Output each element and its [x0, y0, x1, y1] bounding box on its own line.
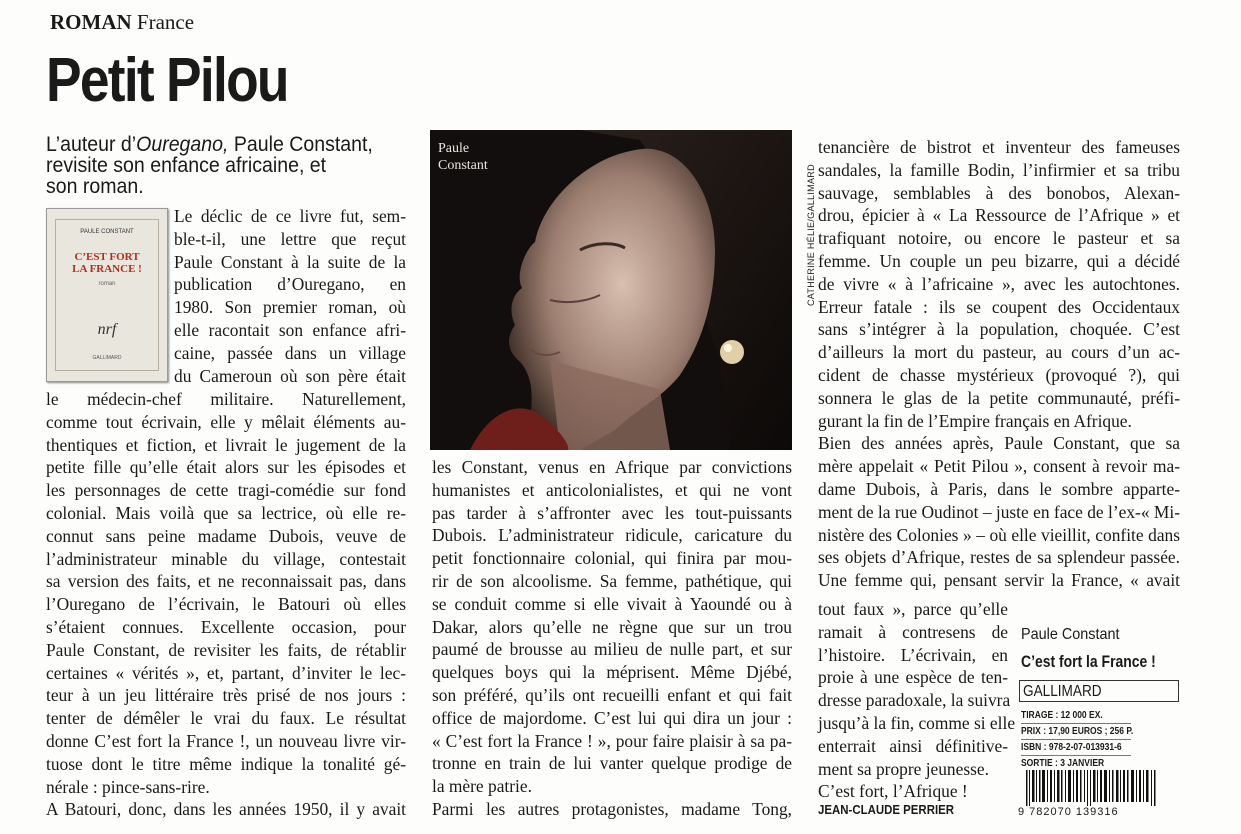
caption-line: Constant: [438, 158, 488, 173]
text-line: sandales, la famille Bodin, l’infirmier et sa tribu: [818, 159, 1180, 180]
text-line: tuose dont le titre même indique la tonalité gé-: [46, 753, 406, 774]
text-line: comme tout écrivain, elle y mêlait éléments au-: [46, 411, 406, 432]
text-line: donne C’est fort la France !, un nouveau livre vir-: [46, 730, 406, 751]
cover-title-line: C’EST FORT: [74, 251, 140, 263]
text-line: sa version des faits, et ne reconnaissait pas, dans: [46, 571, 406, 592]
text-line: sauvage, semblables à des bonobos, Alexan-: [818, 182, 1180, 203]
text-line: 1980. Son premier roman, où: [174, 297, 406, 318]
text-line: « C’est fort la France ! », pour faire plaisir à sa pa-: [432, 730, 792, 751]
text-line: Bien des années après, Paule Constant, que sa: [818, 433, 1180, 454]
text-line: mère appelait « Petit Pilou », consent à revoir ma-: [818, 456, 1180, 477]
text-line: de vivre « à l’africaine », avec les autochtones.: [818, 273, 1180, 294]
text-line: ment sa propre jeunesse.: [818, 758, 989, 779]
standfirst-text: son roman.: [46, 175, 144, 198]
text-line: proie à une espèce de ten-: [818, 667, 1008, 688]
text-line: teur à un jeu littéraire très prisé de nos jours :: [46, 685, 406, 706]
photo-credit: CATHERINE HÉLIE/GALLIMARD: [806, 164, 816, 306]
cover-author: PAULE CONSTANT: [80, 229, 134, 235]
text-line: femme. Un couple un peu bizarre, qui a décidé: [818, 250, 1180, 271]
column-3-text: [818, 136, 1180, 592]
rubric-country: France: [136, 10, 195, 34]
column-1-wrapped-text: [174, 205, 406, 387]
divider: [1021, 755, 1131, 756]
text-line: trafiquant notoire, ou encore le pasteur et sa: [818, 228, 1180, 249]
text-line: enterrait ainsi définitive-: [818, 735, 1008, 756]
info-release-date: SORTIE : 3 JANVIER: [1021, 758, 1105, 769]
info-title: C’est fort la France !: [1021, 652, 1156, 671]
text-line: publication d’Ouregano, en: [174, 274, 406, 295]
author-signature: JEAN-CLAUDE PERRIER: [818, 802, 955, 817]
text-line: certaines « vérités », et, partant, d’inviter le lec-: [46, 662, 406, 683]
text-line: colonial. Mais voilà que sa lectrice, où elle re-: [46, 502, 406, 523]
text-line: ment de la rue Oudinot – juste en face de l’ex-« Mi-: [818, 501, 1180, 522]
text-line: rir de son alcoolisme. Sa femme, pathétique, qui: [432, 570, 792, 591]
text-line: Parmi les autres protagonistes, madame Tong,: [432, 798, 792, 819]
column-3-wrapped-text: [818, 598, 1016, 803]
text-line: pas tarder à s’affronter avec les tout-puissants: [432, 502, 792, 523]
text-line: l’histoire. L’écrivain, en: [818, 644, 1008, 665]
text-line: C’est fort, l’Afrique !: [818, 781, 968, 802]
text-line: tenancière de bistrot et inventeur des fameuses: [818, 137, 1180, 157]
text-line: Erreur fatale : ils se coupent des Occidentaux: [818, 296, 1180, 317]
caption-line: Paule: [438, 141, 470, 156]
text-line: les Constant, venus en Afrique par convictions: [432, 457, 792, 477]
text-line: caine, passée dans un village: [174, 342, 406, 363]
divider: [1021, 723, 1131, 724]
cover-frame: [55, 219, 159, 371]
text-line: sonnera le glas de la petite communauté, préfi-: [818, 387, 1180, 408]
text-line: nérale : pince-sans-rire.: [46, 776, 210, 797]
text-line: l’administrateur minable du village, contestait: [46, 548, 406, 569]
standfirst-text: L’auteur d’: [46, 133, 137, 156]
text-line: ramait à contresens de: [818, 621, 1008, 642]
text-line: l’Ouregano de l’écrivain, le Batouri où elles: [46, 594, 406, 615]
photo-caption: [438, 140, 488, 174]
text-line: paumé de brousse au milieu de nulle part, et sur: [432, 639, 792, 660]
standfirst-title: Ouregano,: [136, 133, 229, 156]
cover-title: [47, 251, 167, 275]
text-line: Une femme qui, pensant servir la France, « avait: [818, 570, 1180, 591]
text-line: le médecin-chef militaire. Naturellement,: [46, 389, 406, 409]
text-line: dame Dubois, à Paris, dans le sombre apparte-: [818, 478, 1180, 499]
text-line: s’étaient connues. Excellente occasion, pour: [46, 616, 406, 637]
text-line: du Cameroun où son père était: [174, 365, 406, 386]
text-line: Paule Constant, de revisiter les faits, de rétablir: [46, 639, 406, 660]
text-line: tout faux », parce qu’elle: [818, 599, 1008, 619]
cover-title-line: LA FRANCE !: [72, 263, 142, 275]
text-line: la mère patrie.: [432, 776, 532, 797]
barcode-number: 9 782070 139316: [1018, 806, 1119, 818]
text-line: petit fonctionnaire colonial, qui finira par mou-: [432, 548, 792, 569]
author-portrait-photo: [430, 130, 792, 450]
publisher-name: GALLIMARD: [1023, 683, 1102, 700]
article-standfirst: [46, 134, 377, 197]
divider: [1021, 739, 1131, 740]
rubric-genre: ROMAN: [50, 10, 132, 34]
text-line: humanistes et anticolonialistes, et qui ne vont: [432, 479, 792, 500]
article-headline: Petit Pilou: [46, 46, 288, 115]
text-line: nistère des Colonies » – où elle vieillit, confite dans: [818, 524, 1180, 545]
info-publisher: [1019, 680, 1179, 702]
column-2-text: [432, 456, 792, 821]
section-rubric: [50, 10, 194, 35]
info-print-run: TIRAGE : 12 000 EX.: [1021, 710, 1103, 721]
text-line: office de majordome. C’est lui qui dira un jour :: [432, 707, 792, 728]
text-line: Paule Constant à la suite de la: [174, 251, 406, 272]
text-line: se conduit comme si elle vivait à Yaoundé ou à: [432, 593, 792, 614]
standfirst-text: revisite son enfance africaine, et: [46, 154, 327, 177]
text-line: cident de chasse mystérieux (provoqué ?), qui: [818, 364, 1180, 385]
barcode-image: [1018, 770, 1168, 806]
text-line: Dubois. L’administrateur ridicule, caricature du: [432, 525, 792, 546]
text-line: son préféré, qu’ils ont recueilli enfant et qui fait: [432, 684, 792, 705]
text-line: dresse paradoxale, la suivra: [818, 690, 1011, 711]
cover-publisher: GALLIMARD: [92, 355, 122, 361]
text-line: A Batouri, donc, dans les années 1950, il y avait: [46, 799, 406, 820]
text-line: petite fille qu’elle était alors sur les épisodes et: [46, 457, 406, 478]
text-line: les personnages de cette tragi-comédie sur fond: [46, 480, 406, 501]
text-line: tenter de démêler le vrai du faux. Le résultat: [46, 708, 406, 729]
cover-subtitle: roman: [98, 281, 116, 287]
text-line: quelques boys qui la méprisent. Même Djébé,: [432, 662, 792, 683]
text-line: d’ailleurs la mort du pasteur, au cours d’un ac-: [818, 342, 1180, 363]
text-line: thentiques et fiction, et livrait le jugement de la: [46, 434, 406, 455]
text-line: connut sans peine madame Dubois, veuve de: [46, 525, 406, 546]
info-author: Paule Constant: [1021, 626, 1120, 643]
text-line: sans s’intégrer à la population, choquée. C’est: [818, 319, 1180, 340]
info-price: PRIX : 17,90 EUROS ; 256 P.: [1021, 726, 1134, 737]
portrait-illustration: [430, 130, 792, 450]
standfirst-text: Paule Constant,: [228, 133, 373, 156]
text-line: tronne en train de lui vanter quelque prodige de: [432, 753, 792, 774]
column-1-text: [46, 388, 406, 821]
text-line: jusqu’à la fin, comme si elle: [818, 712, 1016, 733]
text-line: ses objets d’Afrique, restes de sa splendeur passée.: [818, 547, 1180, 568]
text-line: gurant la fin de l’Empire français en Afrique.: [818, 410, 1132, 431]
text-line: drou, épicier à « La Ressource de l’Afrique » et: [818, 205, 1180, 226]
text-line: Le déclic de ce livre fut, sem-: [174, 206, 406, 226]
text-line: Dakar, alors qu’elle ne règne que sur un trou: [432, 616, 792, 637]
info-isbn: ISBN : 978-2-07-013931-6: [1021, 742, 1122, 753]
book-cover-image: [46, 208, 168, 382]
text-line: elle racontait son enfance afri-: [174, 319, 406, 340]
cover-publisher-logo: nrf: [97, 321, 117, 338]
text-line: ble-t-il, une lettre que reçut: [174, 228, 406, 249]
